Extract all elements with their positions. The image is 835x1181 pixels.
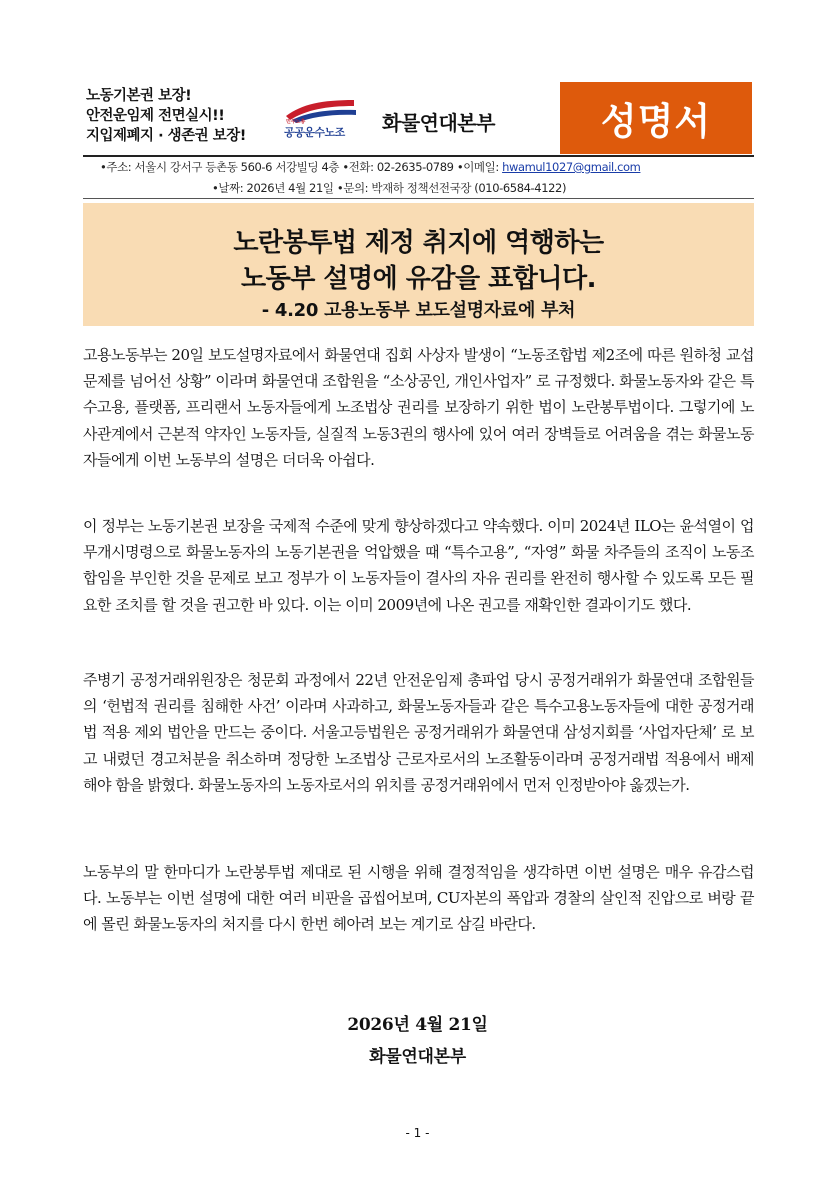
slogan-line: 안전운임제 전면실시!! [86, 108, 225, 124]
signature-org: 화물연대본부 [369, 1047, 466, 1067]
logo-small-text: 민주노총 [286, 119, 306, 125]
contact-line-2 [212, 180, 835, 196]
address: •주소: 서울시 강서구 등촌동 560-6 서강빌딩 4층 [100, 160, 340, 174]
statement-badge: 성명서 [560, 82, 752, 154]
contact-divider [83, 198, 754, 199]
body-paragraph-1: 고용노동부는 20일 보도설명자료에서 화물연대 집회 사상자 발생이 “노동조합법 제2조에 따른 원하청 교섭문제를 넘어선 상황” 이라며 화물연대 조합원을 “소상공인, 개인사업자” 로 규정했다. 화물노동자와 같은 특수고용, 플랫폼, 프리랜서 노동자들에게 노조법상 권리를 보장하기 위한 법이 노란봉투법이다. 그렇기에 노사관계에서 근본적 약자인 노동자들, 실질적 노동3권의 행사에 있어 여러 장벽들로 어려움을 겪는 화물노동자들에게 이번 노동부의 설명은 더더욱 아쉽다. [83, 346, 754, 469]
email-label: •이메일: [456, 160, 499, 174]
phone: •전화: 02-2635-0789 [342, 160, 454, 174]
email-link[interactable]: hwamul1027@gmail.com [502, 160, 641, 174]
slogan-line: 지입제폐지 · 생존권 보장! [86, 128, 246, 144]
body-paragraph-3: 주병기 공정거래위원장은 청문회 과정에서 22년 안전운임제 총파업 당시 공정거래위가 화물연대 조합원들의 ‘헌법적 권리를 침해한 사건’ 이라며 사과하고, 화물노동자들과 같은 특수고용노동자들에 대한 공정거래법 적용 제외 법안을 만드는 중이다. 서울고등법원은 공정거래위가 화물연대 삼성지회를 ‘사업자단체’ 로 보고 내렸던 경고처분을 취소하며 정당한 노조법상 근로자로서의 노조활동이라며 공정거래법 적용에서 배제해야 함을 밝혔다. 화물노동자의 노동자로서의 위치를 공정거래위에서 먼저 인정받아야 옳겠는가. [83, 671, 754, 794]
slogans [86, 86, 286, 146]
title-line-1: 노란봉투법 제정 취지에 역행하는 [233, 228, 604, 258]
signature-date: 2026년 4월 21일 [347, 1015, 488, 1035]
title-line-2: 노동부 설명에 유감을 표합니다. [240, 264, 597, 294]
body-paragraph-2: 이 정부는 노동기본권 보장을 국제적 수준에 맞게 향상하겠다고 약속했다. 이미 2024년 ILO는 윤석열이 업무개시명령으로 화물노동자의 노동기본권을 억압했을 때 “특수고용”, “자영” 화물 차주들의 조직이 노동조합임을 부인한 것을 문제로 보고 정부가 이 노동자들이 결사의 자유 권리를 완전히 행사할 수 있도록 모든 필요한 조치를 할 것을 권고한 바 있다. 이는 이미 2009년에 나온 권고를 재확인한 결과이기도 했다. [83, 517, 754, 614]
page-number: - 1 - [405, 1126, 430, 1140]
body-paragraph-4: 노동부의 말 한마디가 노란봉투법 제대로 된 시행을 위해 결정적임을 생각하면 이번 설명은 매우 유감스럽다. 노동부는 이번 설명에 대한 여러 비판을 곱씹어보며, CU자본의 폭압과 경찰의 살인적 진압으로 벼랑 끝에 몰린 화물노동자의 처지를 다시 한번 헤아려 보는 계기로 삼길 바란다. [83, 863, 754, 934]
header-divider [83, 155, 754, 157]
date-info: •날짜: 2026년 4월 21일 [212, 181, 334, 195]
logo-org-name: 화물연대본부 [382, 111, 495, 135]
contact-line-1 [100, 159, 750, 175]
logo-union-name: 공공운수노조 [284, 126, 345, 139]
union-logo [276, 94, 536, 146]
title-box [83, 203, 754, 326]
subtitle: - 4.20 고용노동부 보도설명자료에 부처 [261, 300, 576, 321]
slogan-line: 노동기본권 보장! [86, 88, 192, 104]
inquiry-info: •문의: 박재하 정책선전국장 (010-6584-4122) [336, 181, 567, 195]
